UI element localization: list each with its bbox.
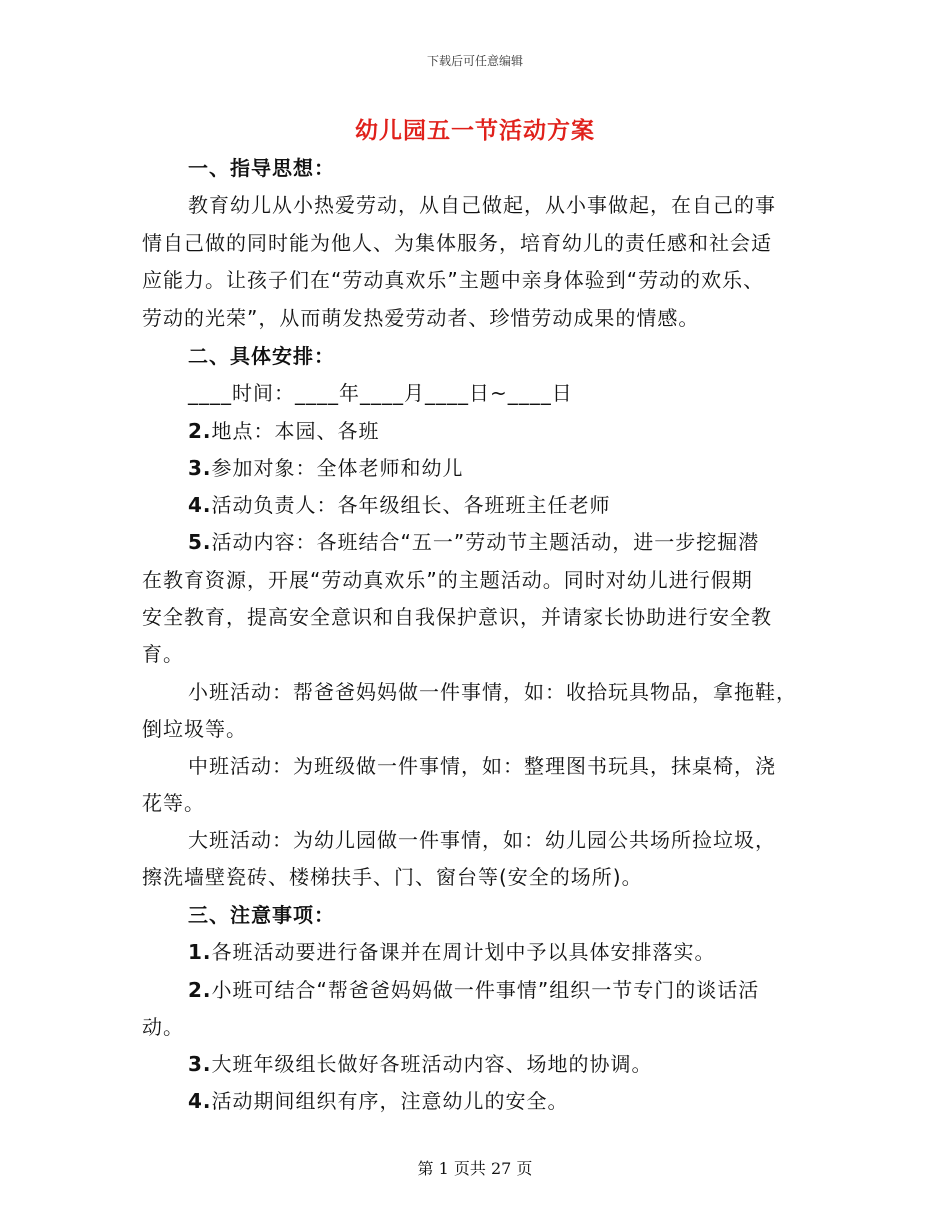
paragraph-line: 花等。: [142, 791, 205, 815]
item-text: 活动负责人：各年级组长、各班班主任老师: [211, 493, 611, 517]
item-text: 地点：本园、各班: [211, 419, 380, 443]
list-item: [188, 1087, 569, 1115]
paragraph-line: 擦洗墙壁瓷砖、楼梯扶手、门、窗台等(安全的场所)。: [142, 865, 643, 889]
item-number: 2.: [188, 978, 212, 1002]
paragraph-line: 育。: [142, 642, 184, 666]
page-header: 下载后可任意编辑: [426, 54, 523, 68]
paragraph-line: 应能力。让孩子们在“劳动真欢乐”主题中亲身体验到“劳动的欢乐、: [142, 268, 765, 292]
list-item: [188, 417, 380, 445]
item-number: 5.: [188, 530, 212, 554]
document-title: 幼儿园五一节活动方案: [355, 118, 595, 144]
paragraph-line: 在教育资源，开展“劳动真欢乐”的主题活动。同时对幼儿进行假期: [142, 568, 753, 592]
time-line: ____时间：____年____月____日~____日: [188, 381, 573, 405]
page-footer: 第 1 页共 27 页: [417, 1159, 533, 1178]
paragraph-line: 情自己做的同时能为他人、为集体服务，培育幼儿的责任感和社会适: [142, 231, 772, 255]
paragraph-line: 倒垃圾等。: [142, 717, 247, 741]
section-heading: 一、指导思想：: [188, 156, 335, 180]
item-text: 参加对象：全体老师和幼儿: [211, 456, 464, 480]
item-text: 活动期间组织有序，注意幼儿的安全。: [211, 1089, 569, 1113]
item-text: 活动内容：各班结合“五一”劳动节主题活动，进一步挖掘潜: [211, 530, 760, 554]
item-text: 大班年级组长做好各班活动内容、场地的协调。: [211, 1052, 653, 1076]
paragraph-line: 劳动的光荣”，从而萌发热爱劳动者、珍惜劳动成果的情感。: [142, 306, 700, 330]
section-heading: 二、具体安排：: [188, 344, 335, 368]
item-number: 3.: [188, 456, 212, 480]
paragraph-line: 安全教育，提高安全意识和自我保护意识，并请家长协助进行安全教: [142, 605, 772, 629]
paragraph-line: 教育幼儿从小热爱劳动，从自己做起，从小事做起，在自己的事: [188, 193, 776, 217]
list-item: [188, 528, 759, 556]
item-number: 2.: [188, 419, 212, 443]
item-number: 3.: [188, 1052, 212, 1076]
item-number: 1.: [188, 940, 212, 964]
big-class-activity: 大班活动：为幼儿园做一件事情，如：幼儿园公共场所捡垃圾，: [188, 828, 776, 852]
list-item: [188, 491, 611, 519]
small-class-activity: 小班活动：帮爸爸妈妈做一件事情，如：收拾玩具物品，拿拖鞋，: [188, 680, 797, 704]
item-text: 各班活动要进行备课并在周计划中予以具体安排落实。: [211, 940, 716, 964]
paragraph-line: 动。: [142, 1015, 184, 1039]
list-item: [188, 454, 464, 482]
section-heading: 三、注意事项：: [188, 903, 335, 927]
item-number: 4.: [188, 1089, 212, 1113]
list-item: [188, 976, 759, 1004]
item-number: 4.: [188, 493, 212, 517]
middle-class-activity: 中班活动：为班级做一件事情，如：整理图书玩具，抹桌椅，浇: [188, 754, 776, 778]
item-text: 小班可结合“帮爸爸妈妈做一件事情”组织一节专门的谈话活: [211, 978, 760, 1002]
list-item: [188, 938, 716, 966]
list-item: [188, 1050, 653, 1078]
